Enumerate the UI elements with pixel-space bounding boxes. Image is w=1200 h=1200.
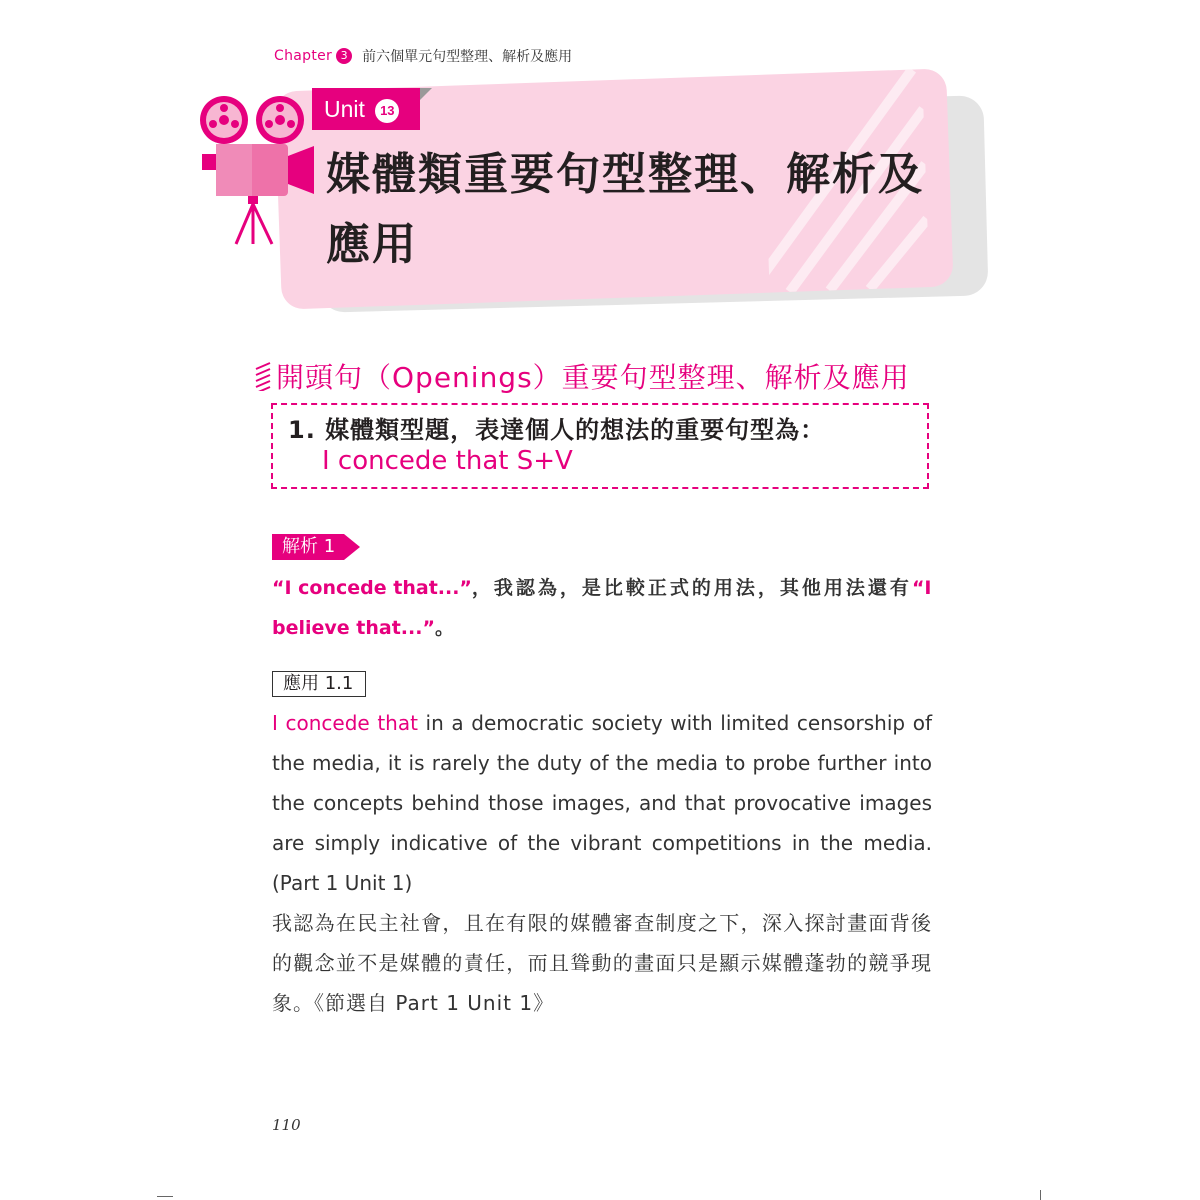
title-line-1: 媒體類重要句型整理、解析及 [326,149,924,200]
title-line-2: 應用 [326,219,418,270]
page-number: 110 [272,1116,301,1134]
analysis-quote-2: “I believe that...” [272,577,932,639]
application-chinese: 我認為在民主社會，且在有限的媒體審查制度之下，深入探討畫面背後的觀念並不是媒體的責任，而且聳動的畫面只是顯示媒體蓬勃的競爭現象。《節選自 Part 1 Unit 1》 [272,911,932,1015]
pattern-sentence: I concede that S+V [322,446,573,476]
slash-decoration-icon [254,361,272,391]
page-title [326,140,946,280]
analysis-quote-1: “I concede that...” [272,577,472,599]
unit-tag [312,88,420,130]
running-header [274,46,572,66]
movie-camera-icon [196,94,316,246]
analysis-tag-arrow [344,534,360,560]
section-heading [254,356,910,396]
analysis-text-1: ，我認為，是比較正式的用法，其他用法還有 [471,577,912,599]
unit-label: Unit [324,96,365,122]
application-english-text: in a democratic society with limited censorship of the media, it is rarely the duty of the media to probe further into the concepts behind those images, and that provocative images are simply indicative of the vibrant competitions in the media. (Part 1 Unit 1) [272,711,932,895]
crop-mark-left [157,1196,173,1197]
chapter-title: 前六個單元句型整理、解析及應用 [362,49,573,65]
application-highlight: I concede that [272,711,418,735]
unit-number-badge: 13 [375,99,399,123]
crop-mark-right [1040,1190,1041,1200]
analysis-tag: 解析 1 [272,534,344,560]
application-tag: 應用 1.1 [272,671,366,697]
chapter-label: Chapter [274,48,333,64]
section-heading-text: 開頭句（Openings）重要句型整理、解析及應用 [276,361,910,394]
application-english [272,703,932,903]
analysis-text-2: 。 [434,617,457,639]
analysis-paragraph [272,568,932,648]
pattern-description: 1. 媒體類型題，表達個人的想法的重要句型為： [288,416,826,444]
chapter-number-badge: 3 [336,48,352,64]
